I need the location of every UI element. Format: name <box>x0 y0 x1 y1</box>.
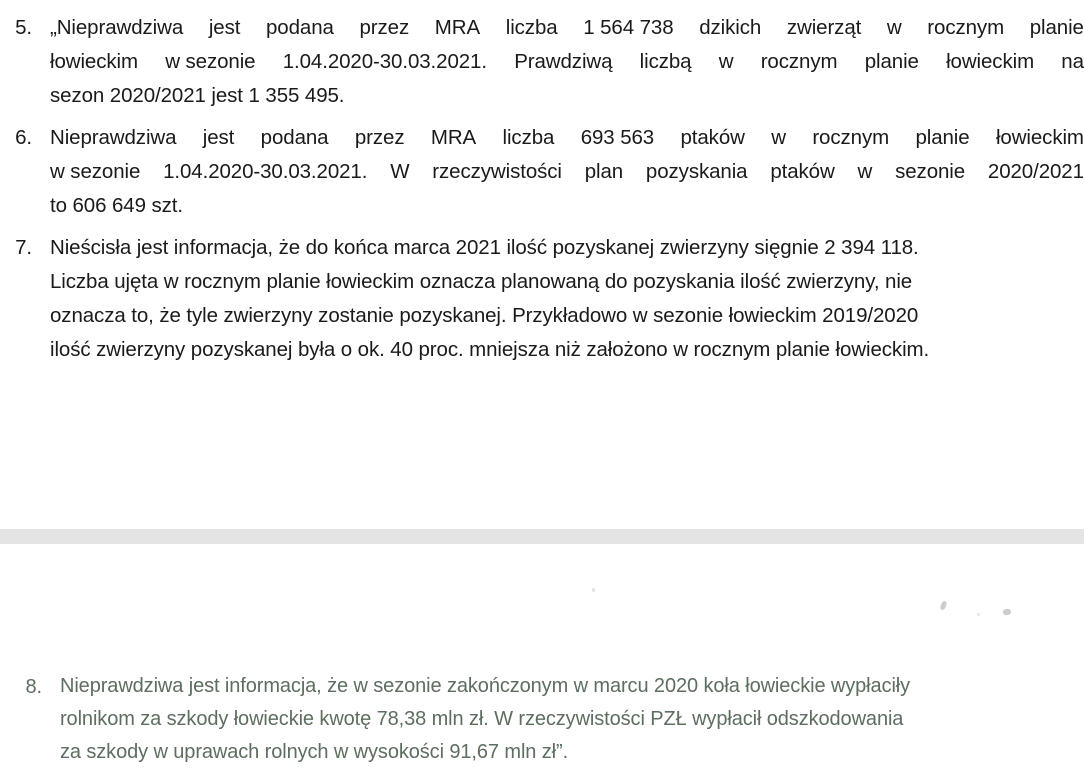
word: podana <box>260 126 329 149</box>
word: Nieprawdziwa <box>50 126 177 149</box>
word: liczba <box>502 126 555 149</box>
list-item-body <box>60 670 1084 769</box>
word: 2020/2021 <box>987 160 1084 183</box>
word: przez <box>359 16 410 39</box>
document-section-bottom <box>0 650 1084 769</box>
word: w <box>857 160 873 183</box>
word: rocznym <box>927 16 1005 39</box>
word: „Nieprawdziwa <box>50 16 184 39</box>
text-line: Nieprawdziwa jest informacja, że w sezonie zakończonym w marcu 2020 koła łowieckie wypłaciły <box>60 675 911 697</box>
scan-artifact-speckle <box>977 613 980 616</box>
text-line <box>50 11 1084 45</box>
text-line: Nieścisła jest informacja, że do końca marca 2021 ilość pozyskanej zwierzyny sięgnie 2 394 118. <box>50 236 919 259</box>
scan-artifact-speckle <box>939 600 947 610</box>
page-separator-band <box>0 529 1084 544</box>
word: na <box>1061 50 1084 73</box>
list-item-number: 8. <box>25 676 42 698</box>
word: w <box>886 16 902 39</box>
word: ptaków <box>680 126 745 149</box>
word: plan <box>584 160 624 183</box>
word: przez <box>354 126 405 149</box>
word: w sezonie <box>50 160 141 183</box>
list-item-number: 7. <box>15 236 32 259</box>
word: planie <box>915 126 970 149</box>
text-line: ilość zwierzyny pozyskanej była o ok. 40 proc. mniejsza niż założono w rocznym planie łowieckim. <box>50 338 930 361</box>
list-item-number: 5. <box>15 16 32 39</box>
list-item <box>0 0 1084 113</box>
word: łowieckim <box>50 50 138 73</box>
word: 1 564 738 <box>583 16 674 39</box>
word: MRA <box>430 126 477 149</box>
word: liczba <box>505 16 558 39</box>
word: 1.04.2020-30.03.2021. <box>163 160 368 183</box>
word: pozyskania <box>645 160 748 183</box>
word: jest <box>208 16 241 39</box>
word: łowieckim <box>995 126 1084 149</box>
list-item-body <box>50 231 1084 367</box>
word: jest <box>202 126 235 149</box>
scan-artifact-speckle <box>1003 608 1012 615</box>
word: rocznym <box>812 126 890 149</box>
word: MRA <box>434 16 481 39</box>
text-line: rolnikom za szkody łowieckie kwotę 78,38 mln zł. W rzeczywistości PZŁ wypłacił odszkodowania <box>60 708 904 730</box>
word: ptaków <box>770 160 835 183</box>
word: rzeczywistości <box>432 160 562 183</box>
word: łowieckim <box>946 50 1035 73</box>
word: W <box>390 160 410 183</box>
word: w <box>718 50 734 73</box>
word: zwierząt <box>786 16 862 39</box>
word: Prawdziwą <box>514 50 613 73</box>
list-item-body <box>50 121 1084 223</box>
text-line: za szkody w uprawach rolnych w wysokości 91,67 mln zł”. <box>60 741 569 763</box>
text-line: oznacza to, że tyle zwierzyny zostanie pozyskanej. Przykładowo w sezonie łowieckim 2019/2020 <box>50 304 919 327</box>
list-item <box>0 650 1084 769</box>
document-section-top <box>0 0 1084 375</box>
word: w sezonie <box>165 50 256 73</box>
word: sezonie <box>895 160 966 183</box>
text-line: sezon 2020/2021 jest 1 355 495. <box>50 84 345 107</box>
word: liczbą <box>639 50 692 73</box>
word: planie <box>864 50 919 73</box>
list-item <box>0 121 1084 223</box>
text-line <box>50 155 1084 189</box>
word: w <box>771 126 786 149</box>
word: 693 563 <box>580 126 655 149</box>
list-item-body <box>50 11 1084 113</box>
text-line <box>50 45 1084 79</box>
word: rocznym <box>760 50 838 73</box>
list-item-number: 6. <box>15 126 32 149</box>
word: 1.04.2020-30.03.2021. <box>282 50 487 73</box>
scan-artifact-speckle <box>592 588 595 592</box>
word: dzikich <box>699 16 762 39</box>
text-line: to 606 649 szt. <box>50 194 183 217</box>
text-line <box>50 121 1084 155</box>
text-line: Liczba ujęta w rocznym planie łowieckim oznacza planowaną do pozyskania ilość zwierzyny, nie <box>50 270 913 293</box>
word: planie <box>1029 16 1084 39</box>
word: podana <box>266 16 334 39</box>
list-item <box>0 231 1084 367</box>
